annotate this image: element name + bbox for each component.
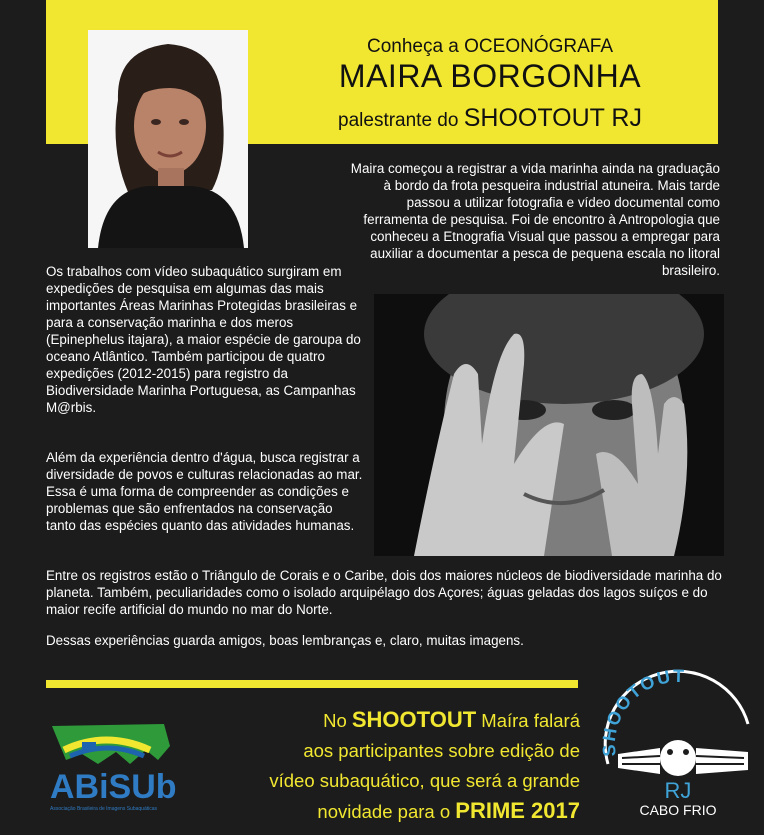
portrait-photo [88,30,248,248]
role-event: SHOOTOUT RJ [463,104,642,132]
bio-paragraph-full-2: Dessas experiências guarda amigos, boas lembranças e, claro, muitas imagens. [46,633,524,648]
speaker-role [290,104,690,133]
cta-line-4-strong: PRIME 2017 [455,798,580,823]
abisub-caption: Associação Brasileira de Imagens Subaquáticas [50,806,158,812]
yellow-divider [46,680,578,688]
cta-line-1-post: Maíra falará [481,710,580,731]
cta-line-1-strong: SHOOTOUT [351,707,477,732]
bio-paragraph-left-2: Além da experiência dentro d'água, busca registrar a diversidade de povos e culturas relacionadas ao mar. Essa é uma forma de compreender as condições e problemas que são enfrentados na conservação tanto das espécies quanto das atividades humanas. [46,450,363,533]
cta-line-2: aos participantes sobre edição de [303,740,580,761]
shootout-city: CABO FRIO [639,802,717,818]
hands-on-face-photo [374,294,724,556]
call-to-action [262,705,580,827]
cta-line-1-pre: No [323,710,347,731]
intro-line: Conheça a OCEONÓGRAFA [366,36,614,57]
abisub-logo [46,720,186,815]
cta-line-4-pre: novidade para o [317,801,451,822]
bio-paragraph-full-1: Entre os registros estão o Triângulo de Corais e o Caribe, dois dos maiores núcleos de biodiversidade marinha do planeta. Também, peculiaridades como o isolado arquipélago dos Açores; águas geladas dos lagos suíços e do maior recife artificial do mundo no mar do Norte. [46,568,722,617]
shootout-rj: RJ [664,778,692,803]
speaker-name: MAIRA BORGONHA [338,58,642,94]
bio-paragraph-right: Maira começou a registrar a vida marinha ainda na graduação à bordo da frota pesqueira industrial atuneira. Mais tarde passou a utilizar fotografia e vídeo documental como ferramenta de pesquisa. Foi de encontro à Antropologia que conheceu a Etnografia Visual que passou a empregar para auxiliar a documentar a pesca de pequena escala no litoral brasileiro. [350,161,720,278]
role-prefix: palestrante do [338,110,459,131]
abisub-wordmark: ABiSUb [50,768,177,806]
bio-paragraph-left-1: Os trabalhos com vídeo subaquático surgiram em expedições de pesquisa em algumas das mais importantes Áreas Marinhas Protegidas brasileiras e para a conservação marinha e dos meros (Epinephelus itajara), a maior espécie de garoupa do oceano Atlântico. Também participou de quatro expedições (2012-2015) para registro da Biodiversidade Marinha Portuguesa, as Campanhas M@rbis. [46,264,361,415]
cta-line-3: vídeo subaquático, que será a grande [269,770,580,791]
cta-line-4 [262,796,580,827]
shootout-logo [598,664,758,820]
shootout-title: SHOOTOUT [598,665,687,758]
cta-line-1 [262,705,580,736]
